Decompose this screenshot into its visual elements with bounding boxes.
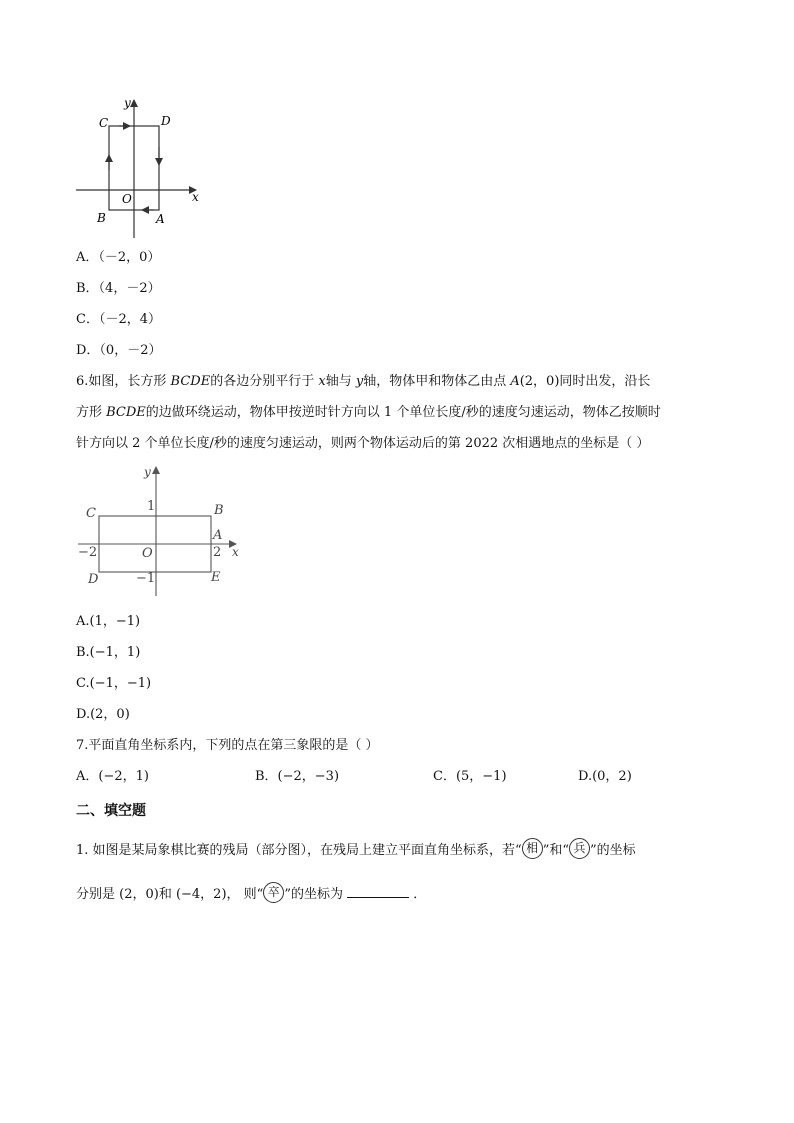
- fill1-line1-pre: 1. 如图是某局象棋比赛的残局（部分图），在残局上建立平面直角坐标系，若“: [76, 843, 522, 858]
- q5-option-b: B．（4，－2）: [76, 281, 161, 296]
- q6-line1-pre: 6.如图，长方形: [76, 374, 171, 389]
- label-c: C: [86, 506, 96, 521]
- label-y: y: [124, 96, 131, 110]
- label-e: E: [211, 570, 221, 585]
- q5-option-a: A．（－2，0）: [76, 250, 161, 265]
- label-b: B: [97, 211, 106, 225]
- label-x: x: [232, 545, 239, 559]
- q6-line2-post: 的边做环绕运动，物体甲按逆时针方向以 1 个单位长度/秒的速度匀速运动，物体乙按顺时: [145, 405, 661, 420]
- label-c: C: [99, 116, 109, 130]
- answer-blank[interactable]: [347, 885, 409, 898]
- chess-piece-xiang-icon: 相: [522, 838, 543, 859]
- fill1-line-2: [76, 885, 426, 903]
- label-b: B: [214, 503, 224, 518]
- tick-label-2: 2: [213, 545, 222, 560]
- tick-label-1: 1: [147, 499, 156, 514]
- q6-stem-line-2: [76, 405, 661, 421]
- label-y: y: [144, 465, 151, 479]
- label-d: D: [88, 572, 99, 587]
- chess-piece-bing-icon: 兵: [569, 838, 590, 859]
- fill1-line2-post: ”的坐标为: [284, 887, 343, 902]
- label-a: A: [213, 528, 223, 543]
- q6-option-a: A.(1，−1): [76, 614, 141, 629]
- q6-line1-a: A: [510, 374, 520, 389]
- fill1-line-1: [76, 842, 636, 859]
- q6-line1-mid: 的各边分别平行于: [210, 374, 319, 389]
- q6-line2-bcde: BCDE: [106, 405, 146, 420]
- fill1-line1-post: ”的坐标: [589, 843, 636, 858]
- q6-line1-mid2: 轴与: [325, 374, 356, 389]
- chess-piece-zu-icon: 卒: [263, 882, 284, 903]
- q6-line2-pre: 方形: [76, 405, 107, 420]
- q7-option-b: B．(−2，−3): [255, 769, 340, 784]
- figure-q6-rectangle-diagram: [76, 464, 256, 602]
- q6-line1-bcde: BCDE: [170, 374, 211, 389]
- q5-option-c: C．（－2，4）: [76, 312, 161, 327]
- q6-stem-line-3: 针方向以 2 个单位长度/秒的速度匀速运动，则两个物体运动后的第 2022 次相遇地点的坐标是（ ）: [76, 436, 650, 451]
- q7-stem: 7.平面直角坐标系内，下列的点在第三象限的是（ ）: [76, 738, 379, 753]
- q5-option-d: D．（0，－2）: [76, 343, 162, 358]
- q7-option-d: D.(0，2): [578, 769, 632, 784]
- section-title-fill-in: 二、填空题: [76, 803, 146, 819]
- label-a: A: [156, 212, 165, 226]
- label-x: x: [192, 190, 199, 204]
- q6-line1-y: y: [355, 374, 364, 389]
- q7-option-c: C．(5，−1): [433, 769, 507, 784]
- q6-line1-post: 轴，物体甲和物体乙由点: [363, 374, 511, 389]
- label-o: O: [142, 546, 153, 561]
- fill1-line2-pre: 分别是 (2，0)和 (−4，2)， 则“: [76, 887, 264, 902]
- fill1-line1-and: ”和“: [542, 843, 569, 858]
- label-d: D: [161, 114, 171, 128]
- q6-option-b: B.(−1，1): [76, 645, 141, 660]
- q7-option-a: A．(−2，1): [76, 769, 149, 784]
- q6-line1-x: x: [318, 374, 326, 389]
- q6-stem-line-1: [76, 374, 650, 390]
- q6-option-c: C.(−1，−1): [76, 676, 152, 691]
- tick-label-neg-1: −1: [136, 571, 156, 586]
- tick-label-neg-2: −2: [78, 545, 98, 560]
- fill1-line2-end: ．: [413, 887, 427, 902]
- label-o: O: [122, 192, 132, 206]
- q6-line1-coord: (2，0)同时出发，沿长: [519, 374, 651, 389]
- q6-option-d: D.(2，0): [76, 707, 130, 722]
- figure-q5-coordinate-diagram: [74, 95, 206, 240]
